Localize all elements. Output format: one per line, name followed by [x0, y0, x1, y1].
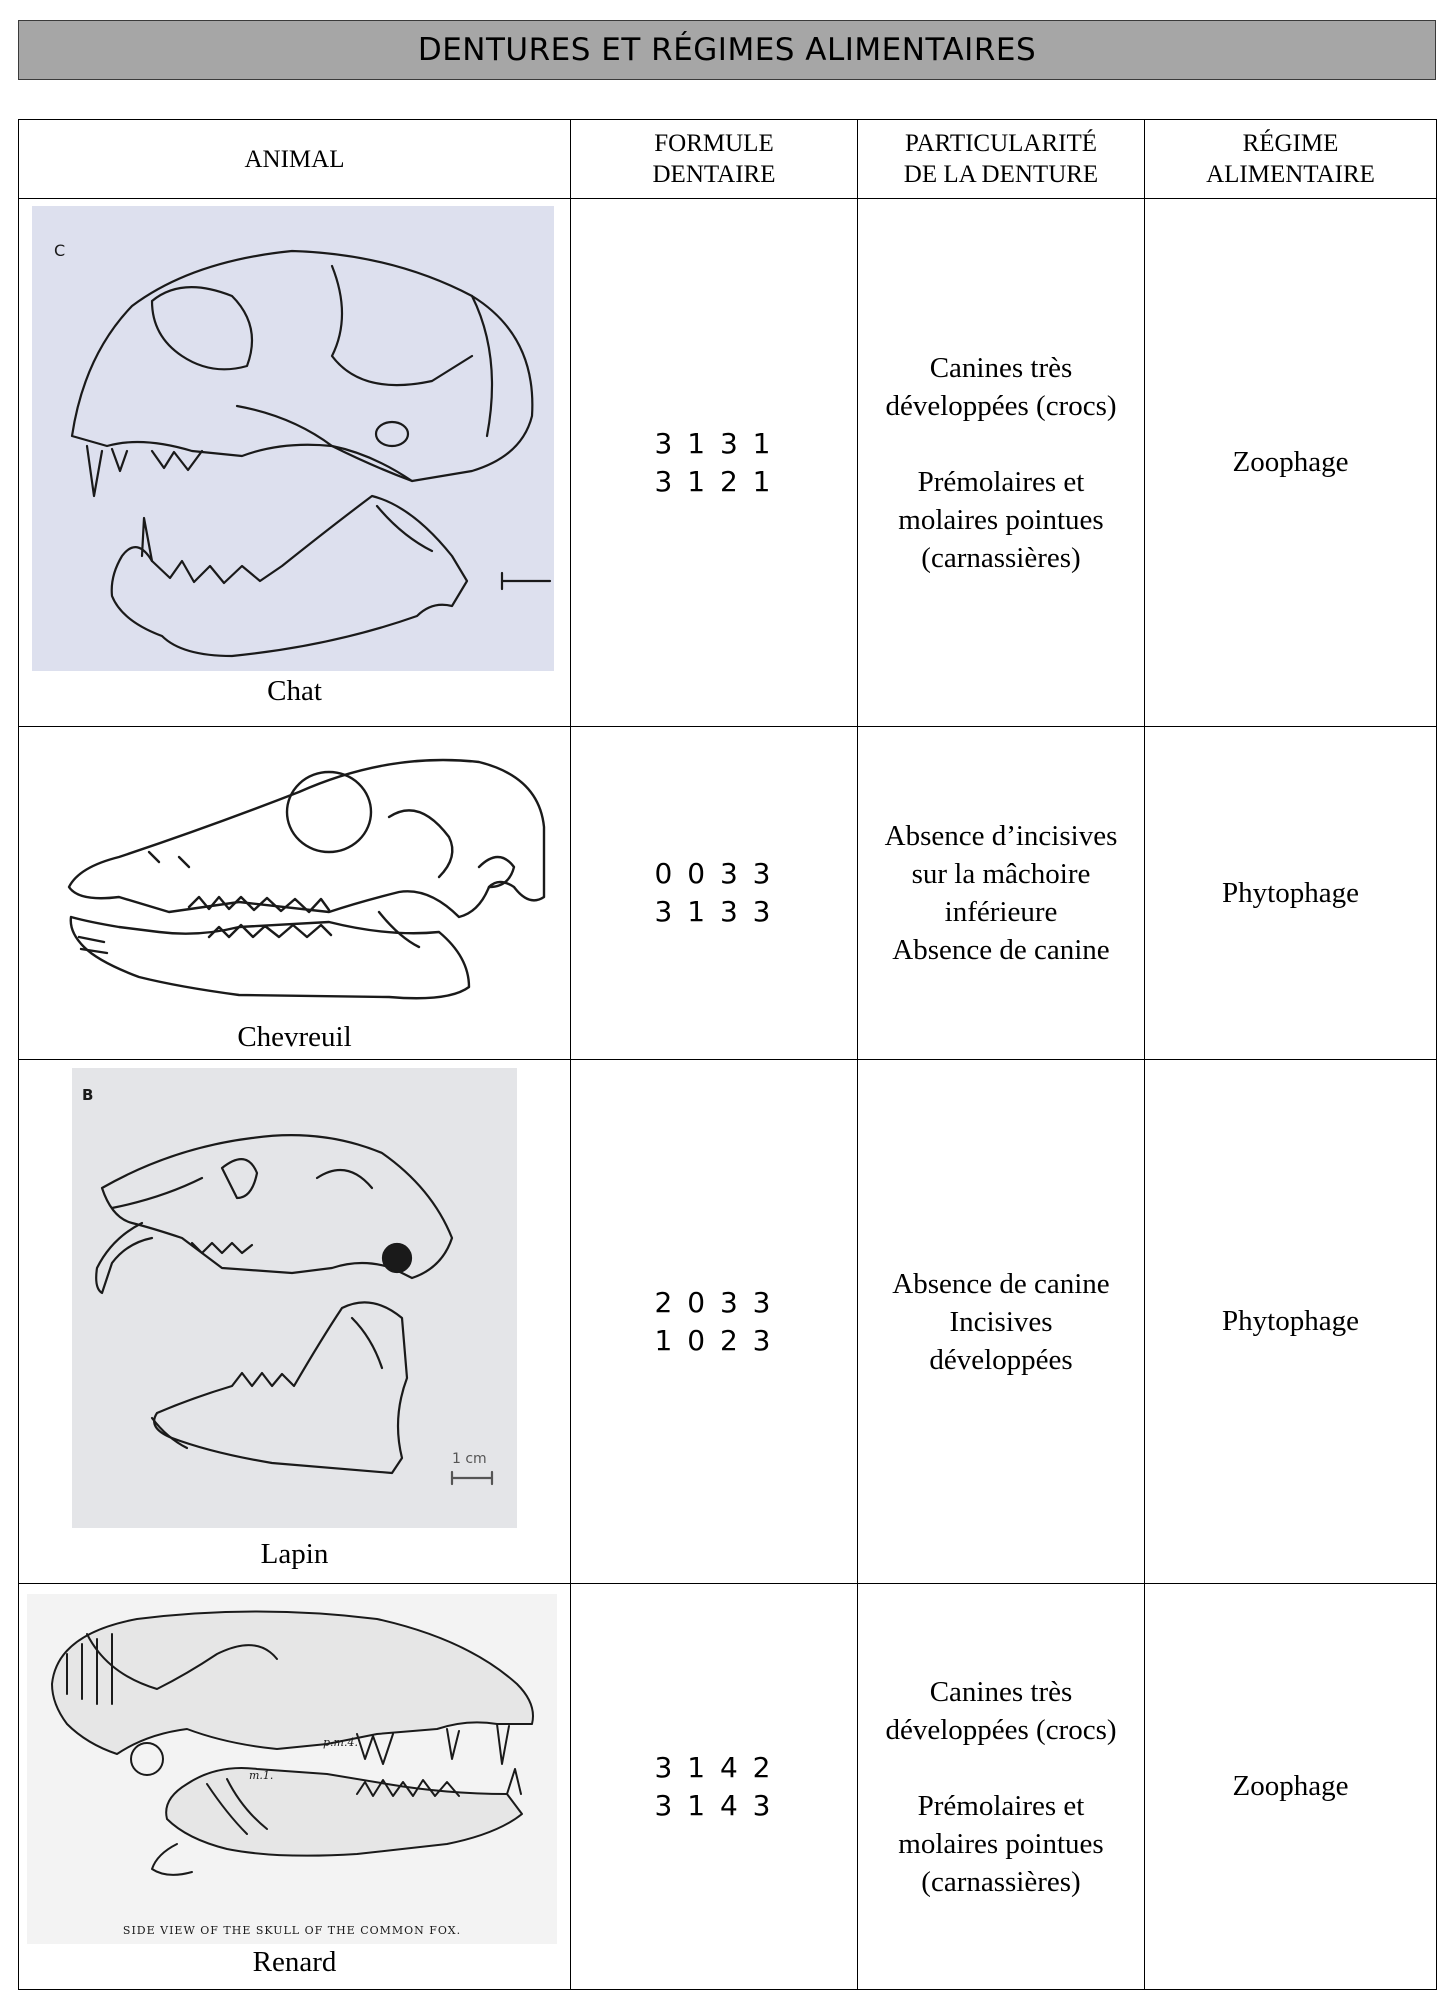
- header-diet: RÉGIME ALIMENTAIRE: [1145, 120, 1437, 199]
- table-row: [19, 199, 1437, 727]
- animal-cell-renard: [19, 1584, 571, 1990]
- header-row: [19, 120, 1437, 199]
- table-row: [19, 1584, 1437, 1990]
- page-title: DENTURES ET RÉGIMES ALIMENTAIRES: [18, 20, 1436, 80]
- dentition-table: [18, 119, 1437, 1990]
- dental-formula: 3 1 3 1 3 1 2 1: [571, 199, 858, 727]
- animal-name: Chevreuil: [237, 1021, 352, 1053]
- roe-deer-skull-image: [59, 737, 549, 1022]
- diet-type: Phytophage: [1145, 1060, 1437, 1584]
- dentition-feature: Absence de canine Incisives développées: [858, 1060, 1145, 1584]
- svg-text:m.1.: m.1.: [249, 1769, 274, 1782]
- diet-type: Zoophage: [1145, 199, 1437, 727]
- dental-formula: 3 1 4 2 3 1 4 3: [571, 1584, 858, 1990]
- animal-name: Chat: [267, 675, 322, 707]
- rabbit-skull-image: [72, 1068, 517, 1528]
- fox-skull-image: [27, 1594, 557, 1944]
- header-animal: ANIMAL: [19, 120, 571, 199]
- diet-type: Phytophage: [1145, 727, 1437, 1060]
- svg-text:B: B: [82, 1086, 94, 1104]
- svg-text:p.m.4.: p.m.4.: [323, 1736, 358, 1749]
- table-row: [19, 1060, 1437, 1584]
- header-formula: FORMULE DENTAIRE: [571, 120, 858, 199]
- animal-cell-chat: [19, 199, 571, 727]
- dentition-feature: Canines très développées (crocs) Prémolaires et molaires pointues (carnassières): [858, 1584, 1145, 1990]
- dentition-feature: Canines très développées (crocs) Prémolaires et molaires pointues (carnassières): [858, 199, 1145, 727]
- animal-cell-chevreuil: [19, 727, 571, 1060]
- table-row: [19, 727, 1437, 1060]
- svg-text:SIDE VIEW OF THE SKULL OF THE: SIDE VIEW OF THE SKULL OF THE COMMON FOX.: [122, 1924, 462, 1937]
- dental-formula: 0 0 3 3 3 1 3 3: [571, 727, 858, 1060]
- animal-name: Lapin: [260, 1538, 329, 1570]
- header-feature: PARTICULARITÉ DE LA DENTURE: [858, 120, 1145, 199]
- dentition-feature: Absence d’incisives sur la mâchoire inférieure Absence de canine: [858, 727, 1145, 1060]
- dental-formula: 2 0 3 3 1 0 2 3: [571, 1060, 858, 1584]
- animal-name: Renard: [252, 1946, 337, 1978]
- cat-skull-image: [32, 206, 554, 671]
- diet-type: Zoophage: [1145, 1584, 1437, 1990]
- animal-cell-lapin: [19, 1060, 571, 1584]
- svg-text:1 cm: 1 cm: [452, 1451, 487, 1467]
- svg-text:C: C: [54, 241, 66, 260]
